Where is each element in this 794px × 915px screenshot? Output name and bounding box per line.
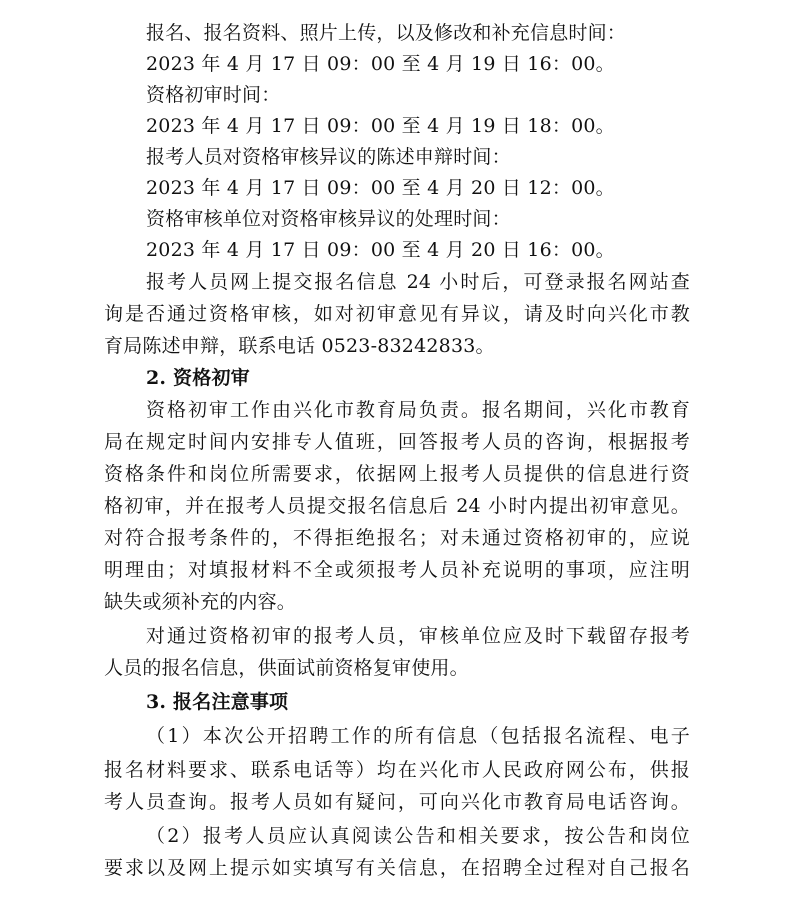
text-line: 2023 年 4 月 17 日 09：00 至 4 月 20 日 12：00。: [146, 177, 615, 199]
text-line: 对通过资格初审的报考人员，审核单位应及时下载留存报考: [146, 625, 690, 647]
text-line: 询是否通过资格审核，如对初审意见有异议，请及时向兴化市教: [104, 303, 690, 325]
text-line: （1）本次公开招聘工作的所有信息（包括报名流程、电子: [146, 725, 690, 747]
text-line: 资格审核单位对资格审核异议的处理时间：: [146, 208, 511, 230]
text-line: 2023 年 4 月 17 日 09：00 至 4 月 19 日 18：00。: [146, 115, 615, 137]
text-line: 报考人员对资格审核异议的陈述申辩时间：: [146, 146, 511, 168]
text-line: （2）报考人员应认真阅读公告和相关要求，按公告和岗位: [146, 825, 690, 847]
text-line: 报考人员网上提交报名信息 24 小时后，可登录报名网站查: [146, 271, 690, 293]
text-line: 2023 年 4 月 17 日 09：00 至 4 月 20 日 16：00。: [146, 239, 615, 261]
section-heading: 3. 报名注意事项: [146, 691, 289, 713]
text-line: 育局陈述申辩，联系电话 0523-83242833。: [104, 335, 495, 357]
section-heading: 2. 资格初审: [146, 367, 250, 389]
text-line: 明理由；对填报材料不全或须报考人员补充说明的事项，应注明: [104, 559, 690, 581]
text-line: 对符合报考条件的，不得拒绝报名；对未通过资格初审的，应说: [104, 527, 690, 549]
text-line: 资格初审工作由兴化市教育局负责。报名期间，兴化市教育: [146, 399, 690, 421]
text-line: 报名材料要求、联系电话等）均在兴化市人民政府网公布，供报: [104, 759, 690, 781]
text-line: 报名、报名资料、照片上传，以及修改和补充信息时间：: [146, 22, 627, 44]
text-line: 格初审，并在报考人员提交报名信息后 24 小时内提出初审意见。: [104, 495, 690, 517]
text-line: 考人员查询。报考人员如有疑问，可向兴化市教育局电话咨询。: [104, 791, 690, 813]
text-line: 局在规定时间内安排专人值班，回答报考人员的咨询，根据报考: [104, 431, 690, 453]
text-line: 资格初审时间：: [146, 84, 281, 106]
text-line: 要求以及网上提示如实填写有关信息，在招聘全过程对自己报名: [104, 857, 690, 879]
text-line: 2023 年 4 月 17 日 09：00 至 4 月 19 日 16：00。: [146, 53, 615, 75]
text-line: 人员的报名信息，供面试前资格复审使用。: [104, 657, 469, 679]
text-line: 缺失或须补充的内容。: [104, 591, 297, 613]
text-line: 资格条件和岗位所需要求，依据网上报考人员提供的信息进行资: [104, 463, 690, 485]
